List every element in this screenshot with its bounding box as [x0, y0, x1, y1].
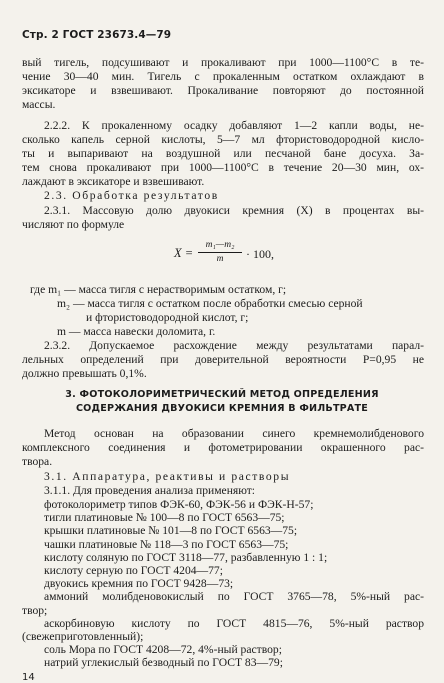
text-line: и фтористоводородной кислот, г;	[86, 311, 249, 324]
text-line: 2.2.2. К прокаленному осадку добавляют 1—2 капли воды, не-	[44, 119, 424, 132]
list-item: чашки платиновые № 118—3 по ГОСТ 6563—75;	[44, 537, 289, 551]
text-line: комплексного соединения и фотометрировании окрашенного рас-	[22, 441, 424, 454]
text-line: сколько капель серной кислоты, 5—7 мл фтористоводородной кисло-	[22, 133, 424, 146]
text-line: лаждают в эксикаторе и взвешивают.	[22, 175, 205, 188]
text-line: ты и выпаривают на воздушной или песчаной бане досуха. За-	[22, 147, 424, 160]
formula-fraction	[198, 240, 242, 265]
section-title-line1: 3. ФОТОКОЛОРИМЕТРИЧЕСКИЙ МЕТОД ОПРЕДЕЛЕНИЯ	[65, 389, 379, 400]
list-item-continued: (свежеприготовленный);	[22, 630, 144, 643]
list-item: кислоту соляную по ГОСТ 3118—77, разбавленную 1 : 1;	[44, 550, 328, 564]
text-line: 3.1.1. Для проведения анализа применяют:	[44, 484, 256, 497]
list-item: двуокись кремния по ГОСТ 9428—73;	[44, 577, 234, 591]
text-line: числяют по формуле	[22, 218, 125, 231]
formula-numerator: m₁—m₂	[205, 240, 235, 250]
text-line: Метод основан на образовании синего кремнемолибденового	[44, 427, 424, 440]
text-line: чение 30—40 мин. Тигель с прокаленным остатком охлаждают в	[22, 70, 424, 83]
list-item: кислоту серную по ГОСТ 4204—77;	[44, 564, 223, 577]
text-line: 2.3.2. Допускаемое расхождение между результатами парал-	[44, 339, 424, 352]
list-item: аммоний молибденовокислый по ГОСТ 3765—78, 5%-ный рас-	[44, 590, 424, 604]
list-item: фотоколориметр типов ФЭК-60, ФЭК-56 и ФЭК-Н-57;	[44, 498, 314, 511]
text-line: 2.3.1. Массовую долю двуокиси кремния (X) в процентах вы-	[44, 204, 424, 217]
list-item-continued: твор;	[22, 603, 48, 617]
list-item: натрий углекислый безводный по ГОСТ 83—79;	[44, 656, 283, 670]
text-line: вый тигель, подсушивают и прокаливают при 1000—1100°С в те-	[22, 56, 424, 69]
page-number: 14	[22, 671, 35, 683]
list-item: соль Мора по ГОСТ 4208—72, 4%-ный раствор;	[44, 643, 282, 657]
text-line: твора.	[22, 455, 53, 468]
text-line: тем снова прокаливают при 1000—1100°С в течение 20—30 мин, ох-	[22, 161, 424, 174]
subsection-title: 2.3. Обработка результатов	[44, 189, 219, 202]
list-item: тигли платиновые № 100—8 по ГОСТ 6563—75;	[44, 511, 285, 525]
section-title-line2: СОДЕРЖАНИЯ ДВУОКИСИ КРЕМНИЯ В ФИЛЬТРАТЕ	[75, 403, 369, 414]
text-line: где m₁ — масса тигля с нерастворимым остатком, г;	[30, 283, 287, 296]
text-line: массы.	[22, 98, 56, 111]
text-line: эксикаторе и взвешивают. Прокаливание повторяют до постоянной	[22, 84, 424, 97]
text-line: m — масса навески доломита, г.	[57, 325, 216, 338]
list-item: крышки платиновые № 101—8 по ГОСТ 6563—75;	[44, 524, 298, 538]
list-item: аскорбиновую кислоту по ГОСТ 4815—76, 5%-ный раствор	[44, 616, 424, 630]
text-line: лельных определений при доверительной вероятности P=0,95 не	[22, 353, 424, 366]
text-line: m₂ — масса тигля с остатком после обработки смесью серной	[57, 297, 363, 310]
text-line: должно превышать 0,1%.	[22, 367, 147, 380]
fraction-bar	[198, 252, 242, 253]
page-header: Стр. 2 ГОСТ 23673.4—79	[22, 29, 172, 41]
subsection-title: 3.1. Аппаратура, реактивы и растворы	[44, 470, 291, 483]
formula-tail: · 100,	[246, 247, 274, 261]
formula-lhs: X =	[174, 246, 194, 260]
formula-denominator: m	[216, 254, 224, 264]
